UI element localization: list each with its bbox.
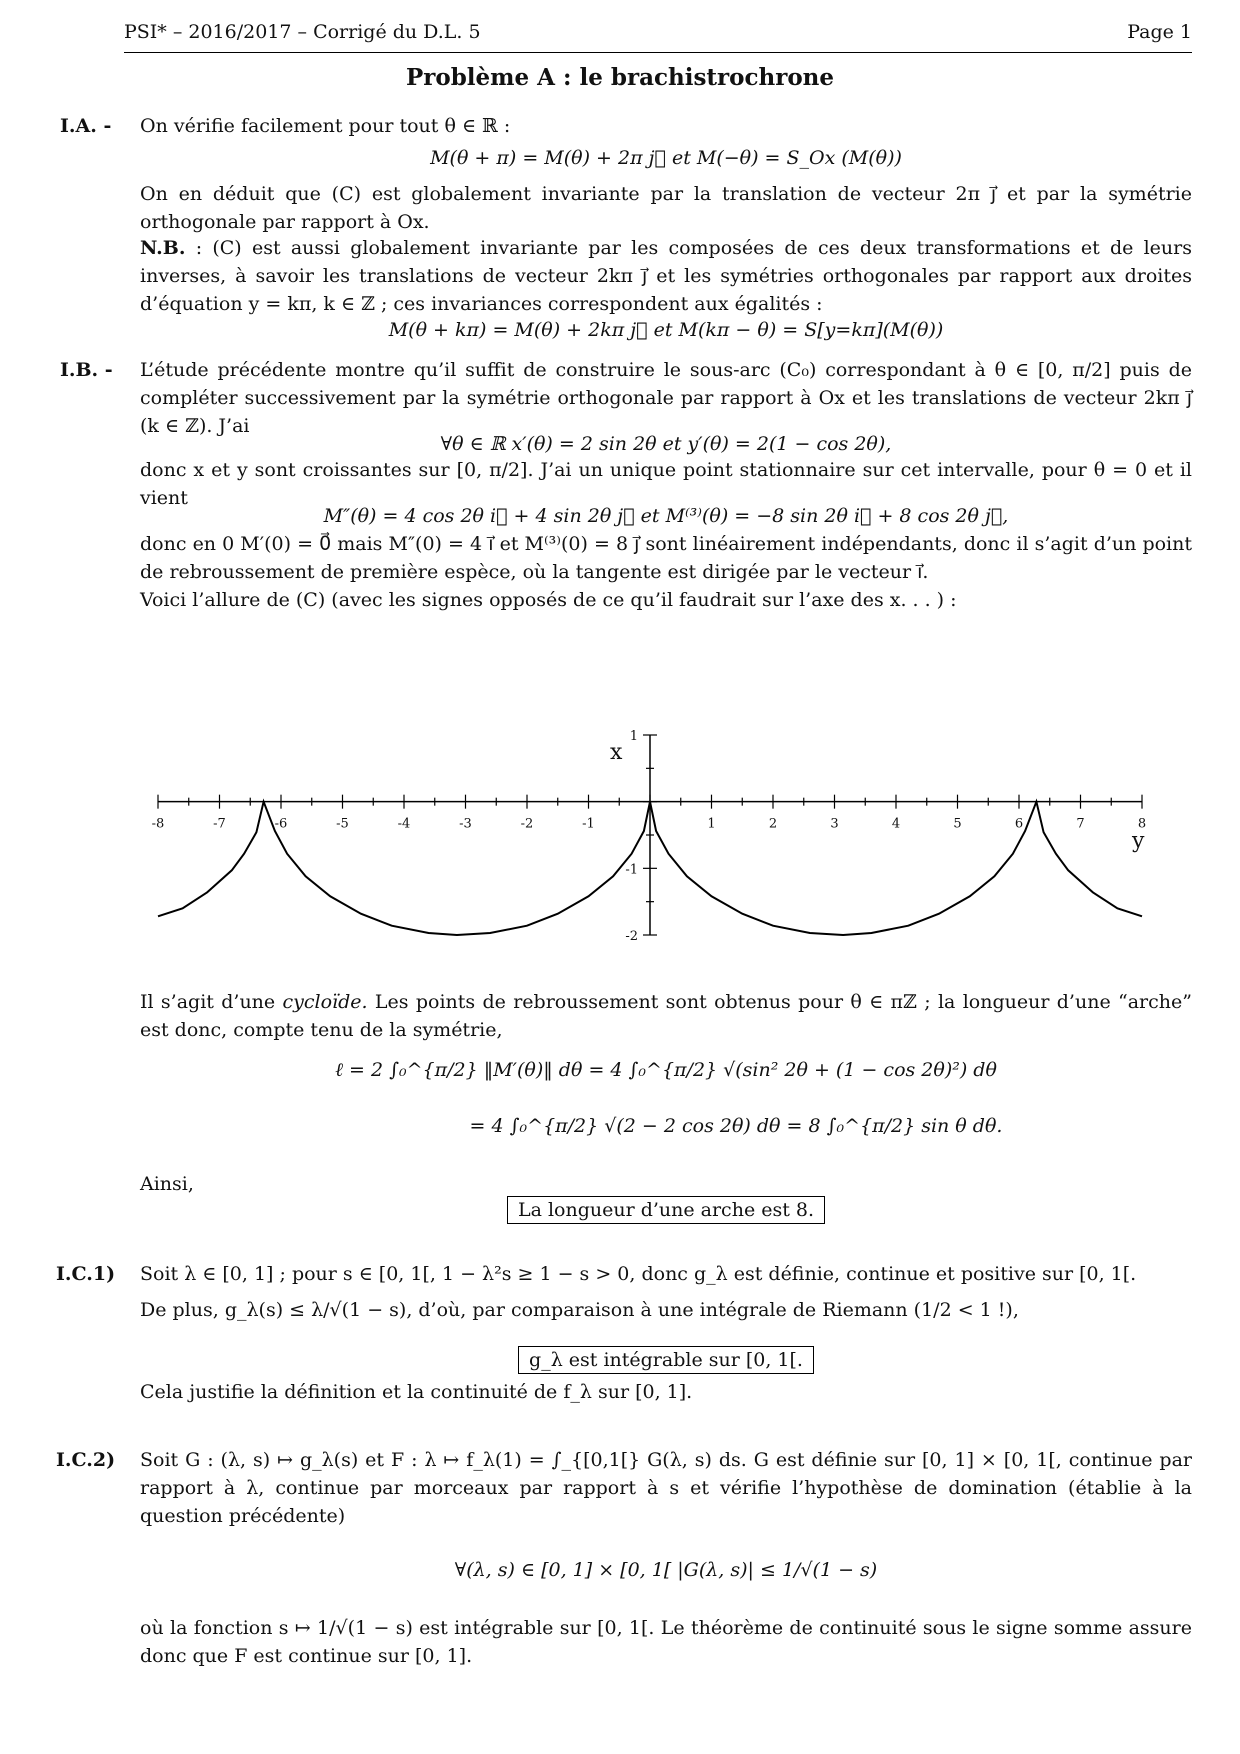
x-tick-label: -2 — [520, 816, 534, 832]
ib-result — [140, 1196, 1192, 1224]
ia-paragraph-2: On en déduit que (C) est globalement invariante par la translation de vecteur 2π j⃗ et par la symétrie orthogonale par rapport à Ox. — [140, 183, 1192, 233]
x-tick-label: 8 — [1137, 816, 1147, 832]
ic2-paragraph-1: Soit G : (λ, s) ↦ g_λ(s) et F : λ ↦ f_λ(1) = ∫_{[0,1[} G(λ, s) ds. G est définie sur [0, 1] × [0, 1[, continue par rapport à λ, continue par morceaux par rapport à s et vérifie l’hypothèse de domination (établie à la question précédente) — [140, 1449, 1192, 1527]
axis-label-vertical: x — [610, 740, 623, 765]
ic1-result — [140, 1346, 1192, 1374]
y-tick-label: 1 — [629, 729, 638, 744]
x-tick-label: 6 — [1014, 816, 1024, 832]
axis-label-horizontal: y — [1132, 828, 1145, 854]
ib-paragraph-3: donc en 0 M′(0) = 0⃗ mais M″(0) = 4 i⃗ et M⁽³⁾(0) = 8 j⃗ sont linéairement indépendants, donc il s’agit d’un point de rebroussement de première espèce, où la tangente est dirigée par le vecteur i⃗. — [140, 533, 1192, 583]
page-title: Problème A : le brachistrochrone — [405, 64, 835, 91]
header-page-number: Page 1 — [1127, 21, 1192, 43]
x-tick-label: -1 — [582, 816, 595, 832]
ib-equation-3: ℓ = 2 ∫₀^{π/2} ‖M′(θ)‖ dθ = 4 ∫₀^{π/2} √(sin² 2θ + (1 − cos 2θ)²) dθ — [335, 1059, 997, 1081]
ic1-paragraph-2: De plus, g_λ(s) ≤ λ/√(1 − s), d’où, par comparaison à une intégrale de Riemann (1/2 < 1 !), — [140, 1299, 1019, 1321]
cycloid-plot — [150, 725, 1150, 965]
ia-equation-2: M(θ + kπ) = M(θ) + 2kπ j⃗ et M(kπ − θ) = S[y=kπ](M(θ)) — [388, 319, 944, 341]
x-tick-label: -7 — [213, 816, 226, 832]
x-tick-label: -4 — [397, 816, 411, 832]
nb-label: N.B. — [140, 237, 186, 259]
ia-note — [140, 234, 1192, 318]
x-tick-label: 3 — [830, 816, 839, 832]
x-ticks-group — [152, 795, 1146, 832]
nb-text: : (C) est aussi globalement invariante par les composées de ces deux transformations et de leurs inverses, à savoir les translations de vecteur 2kπ j⃗ et les symétries orthogonales par rapport aux droites d’équation y = kπ, k ∈ ℤ ; ces invariances correspondent aux égalités : — [140, 237, 1192, 315]
ib-equation-4: = 4 ∫₀^{π/2} √(2 − 2 cos 2θ) dθ = 8 ∫₀^{π/2} sin θ dθ. — [469, 1115, 1003, 1137]
ib-paragraph-5 — [140, 988, 1192, 1044]
y-tick-label: -2 — [625, 929, 638, 944]
x-tick-label: 7 — [1076, 816, 1085, 832]
x-tick-label: -6 — [274, 816, 288, 832]
section-label-ic2: I.C.2) — [56, 1449, 116, 1471]
ib-p5-cycloide: cycloïde. — [282, 991, 368, 1013]
x-tick-label: 1 — [707, 816, 716, 832]
ic1-boxed-result: g_λ est intégrable sur [0, 1[. — [518, 1346, 814, 1374]
x-tick-label: 5 — [953, 816, 962, 832]
x-tick-label: 4 — [891, 816, 901, 832]
section-label-ia: I.A. - — [60, 115, 112, 137]
section-label-ib: I.B. - — [60, 359, 113, 381]
ic2-equation-1: ∀(λ, s) ∈ [0, 1] × [0, 1[ |G(λ, s)| ≤ 1/√(1 − s) — [454, 1559, 878, 1581]
ic1-paragraph-1: Soit λ ∈ [0, 1] ; pour s ∈ [0, 1[, 1 − λ²s ≥ 1 − s > 0, donc g_λ est définie, continue et positive sur [0, 1[. — [140, 1263, 1137, 1285]
x-tick-label: -3 — [459, 816, 472, 832]
y-tick-label: -1 — [625, 862, 638, 878]
ic2-paragraph-2: où la fonction s ↦ 1/√(1 − s) est intégrable sur [0, 1[. Le théorème de continuité sous le signe somme assure donc que F est continue sur [0, 1]. — [140, 1617, 1192, 1667]
x-tick-label: -5 — [336, 816, 349, 832]
page-header — [124, 18, 1192, 53]
ib-paragraph-4: Voici l’allure de (C) (avec les signes opposés de ce qu’il faudrait sur l’axe des x. . . ) : — [140, 589, 957, 611]
x-tick-label: 2 — [768, 816, 778, 832]
x-tick-label: -8 — [151, 816, 165, 832]
ib-boxed-result: La longueur d’une arche est 8. — [507, 1196, 825, 1224]
ib-p5-start: Il s’agit d’une — [140, 991, 283, 1013]
ib-paragraph-2: donc x et y sont croissantes sur [0, π/2]. J’ai un unique point stationnaire sur cet intervalle, pour θ = 0 et il vient — [140, 459, 1192, 509]
ib-ainsi: Ainsi, — [140, 1173, 194, 1195]
ia-intro: On vérifie facilement pour tout θ ∈ ℝ : — [140, 115, 511, 137]
section-label-ic1: I.C.1) — [56, 1263, 116, 1285]
ib-equation-2: M″(θ) = 4 cos 2θ i⃗ + 4 sin 2θ j⃗ et M⁽³⁾(θ) = −8 sin 2θ i⃗ + 8 cos 2θ j⃗, — [323, 505, 1009, 527]
ia-equation-1: M(θ + π) = M(θ) + 2π j⃗ et M(−θ) = S_Ox (M(θ)) — [430, 147, 902, 169]
ib-paragraph-1: L’étude précédente montre qu’il suffit de construire le sous-arc (C₀) correspondant à θ ∈ [0, π/2] puis de compléter successivement par la symétrie orthogonale par rapport à Ox et les translations de vecteur 2kπ j⃗ (k ∈ ℤ). J’ai — [140, 359, 1192, 437]
ib-p5-end: Les points de rebroussement sont obtenus pour θ ∈ πℤ ; la longueur d’une “arche” est donc, compte tenu de la symétrie, — [140, 991, 1192, 1041]
ic1-paragraph-3: Cela justifie la définition et la continuité de f_λ sur [0, 1]. — [140, 1381, 693, 1403]
ib-equation-1: ∀θ ∈ ℝ x′(θ) = 2 sin 2θ et y′(θ) = 2(1 − cos 2θ), — [440, 433, 892, 455]
header-course: PSI* – 2016/2017 – Corrigé du D.L. 5 — [124, 21, 481, 43]
